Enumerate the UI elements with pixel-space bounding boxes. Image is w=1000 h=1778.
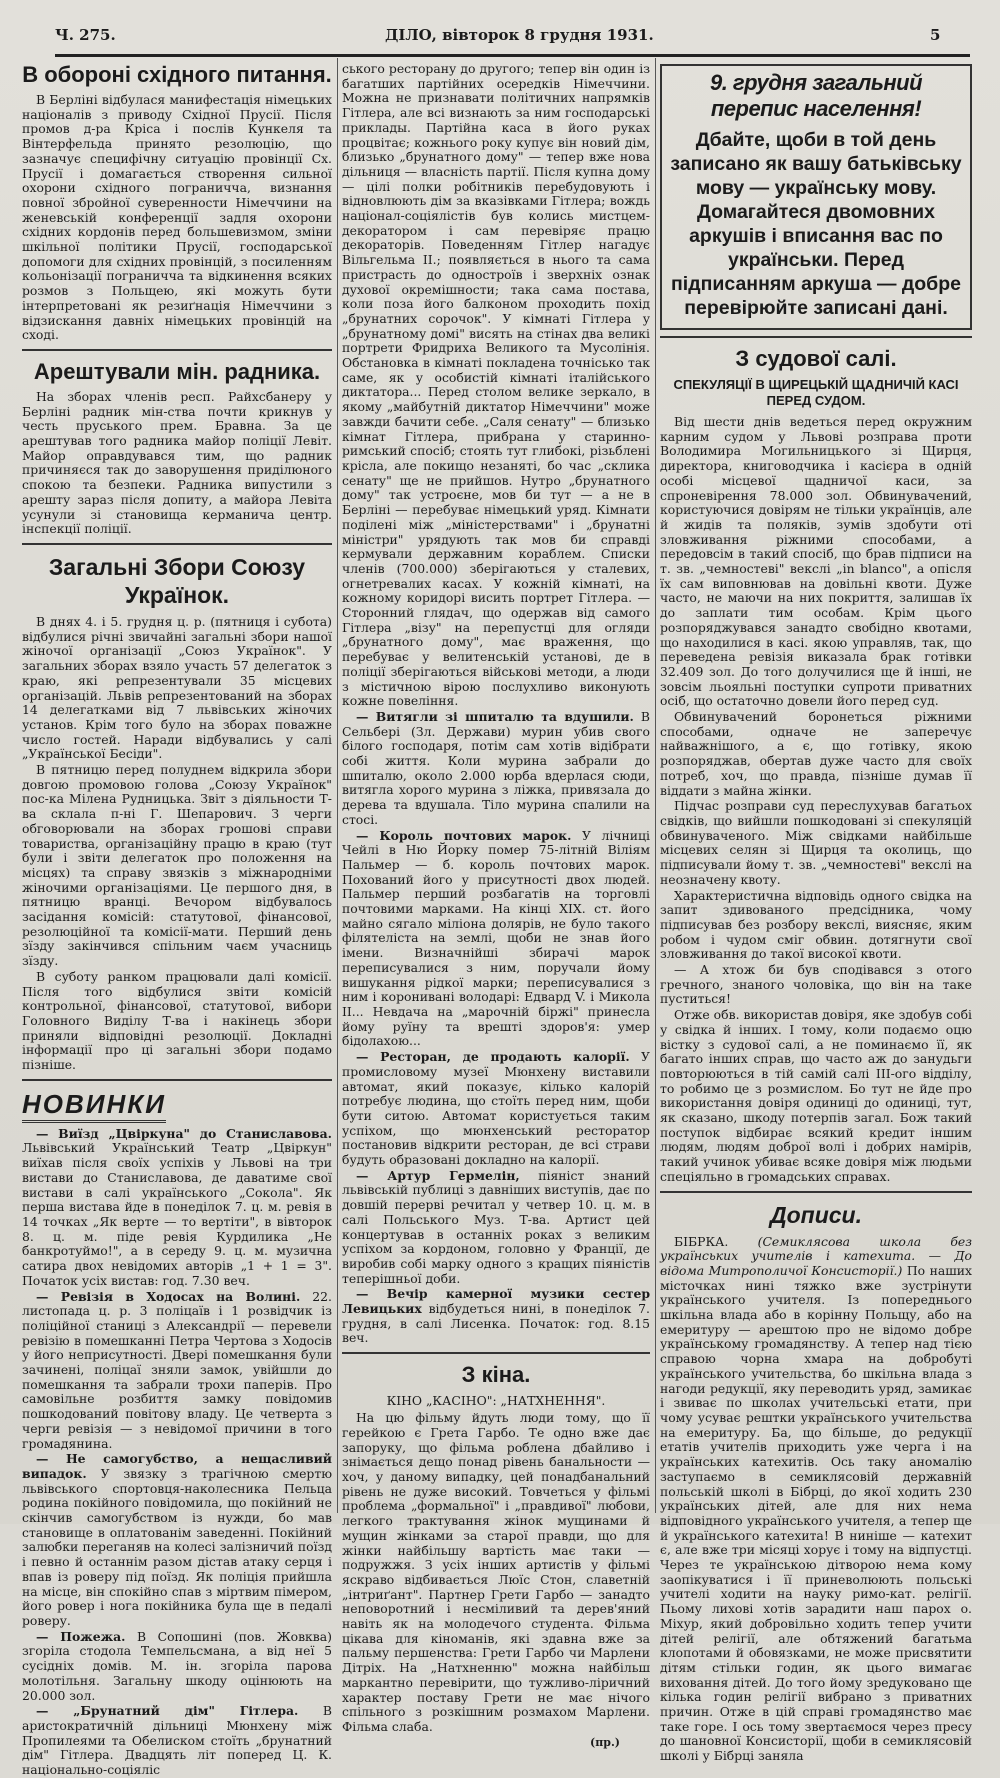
census-banner [660, 64, 972, 330]
census-banner-title: 9. грудня загальний перепис населення! [709, 70, 923, 121]
court-subtitle: СПЕКУЛЯЦІЇ В ЩИРЕЦЬКІЙ ЩАДНИЧІЙ КАСІ ПЕРЕД СУДОМ. [673, 377, 959, 408]
cinema-section [342, 1352, 650, 1748]
article-paragraph: В пятницю перед полуднем відкрила збори довгою промовою голова „Союзу Українок" пос-ка Мілена Рудницька. Звіт з діяльности Т-ва склала п-ні Г. Шепарович. З черги обговорювали на зборах грошові справи товариства, організаційну працю в краю (тут були і звіти делегаток про положення на місцях) та справу звязків з міжнародніми жіночими організаціями. Це першого дня, в пятницю вранці. Вечором відбувалось засідання комісій: статутової, фінансової, резолюційної та комісії-мати. Перший день зїзду закінчився спільним чаєм учасниць зїзду. [22, 762, 332, 969]
column-divider [337, 58, 338, 1513]
article-title-arrest: Арештували мін. радника. [33, 358, 321, 384]
article-paragraph: — А хтож би був сподівався з отого гречного, знаного чоловіка, що він на таке пуститься! [660, 962, 972, 1007]
news-item [22, 1290, 332, 1452]
news-item [342, 710, 650, 828]
court-section [660, 336, 972, 1185]
article-paragraph: ського ресторану до другого; тепер він один із багатших партійних осередків Німеччини. Можна не признавати політичних напрямків Гітлера, але всі визнають за ним господарські приклады. Партійна каса в його руках процвітає; кожнього року купує він новий дім, близько „брунатного дому" — тепер вже нова дільниця — власність партії. Після купна дому — цілі полки робітників перебудовують і відновлюють дім за вказівками Гітлера; вождь націонал-соціялістів був колись мистцем-декоратором і сам перевіряє працю декораторів. Поведенням Гітлер нагадує Вільгельма II.; появляється в нього та сама пристрасть до одностроїв і зверхніх ознак духової окремішности; така сама постава, коли поза його балконом проходить похід „брунатних сорочок". У кімнаті Гітлера у „брунатному домі" висять на стінах два великі портрети Фридриха Великого та Мусолінія. Обстановка в кімнаті покладена точнісько так саме, як у особистій кімнаті італійського диктатора... Перед столом велике зеркало, в якому „майбутній диктатор Німеччини" може завжди бачити себе. „Саля сенату" — близько кімнат Гітлера, прибрана у старинно-римський спосіб; стоять тут глибокі, різьблені крісла, але покищо незанятi, бо час „склика сенату" ще не прийшов. Нутро „брунатного дому" так устроєне, мов би тут — а не в Берліні — перебуває німецький уряд. Кімнати поділені між „міністерствами" і „брунатні міністри" урядують так мов би справді кермували державним кораблем. Списки членів (700.000) зберігаються у сталевих, огнетревалих касах. У кожній кімнаті, на кожному коридорі висить портрет Гітлера. — Сторонний глядач, що одержав від самого Гітлера „візу" на перепустці для огляди „брунатного дому", має враження, що перебуває у велитенській установі, де в поліції зберігаються військові методи, а люди з містичною вірою послухливо виконують кожне повеління. [342, 61, 650, 709]
cinema-subtitle: КІНО „КАСІНО": „НАТХНЕННЯ". [386, 1393, 606, 1409]
article-section [22, 349, 332, 537]
news-text: 22. листопада ц. р. 3 поліцаїв і 1 розвідчик із поліційної станиці з Александрії — перевели ревізію в помешканні Петра Чертова з Ходосів у його неприсутності. Двері помешкання були зачинені, поліцаї зняли замок, увійшли до помешкання та забрали трохи паперів. Про самовільне розбиття замку повідомив пошкодований повітову владу. Це четверта з черги ревізія — з невідомої причини в того громадянина. [22, 1288, 332, 1451]
paper-date: ДІЛО, вівторок 8 грудня 1931. [385, 26, 654, 44]
article-paragraph: Підчас розправи суд переслухував багатьох свідків, що вийшли пошкодованi зі спекуляцій обвинуваченого. Між свідками найбільше місцевих селян зі Щирця та околиць, що підписували йому т. зв. „чемностеві" векслі на неозначену квоту. [660, 798, 972, 887]
header-rule [55, 54, 970, 57]
news-item [342, 1287, 650, 1346]
news-lead: — Виїзд „Цвіркуна" до Станиславова. [36, 1125, 332, 1141]
article-paragraph: В днях 4. і 5. грудня ц. р. (пятниця і субота) відбулися річні звичайні загальні збори нашої жіночої організації „Союз Українок". У загальних зборах взяло участь 57 делегаток з краю, які репрезентували 35 місцевих організацій. Львів репрезентований на зборах 14 делегатками від 7 львівських жіночих установ. Крім того було на зборах поважне число гостей. Наради відбувались у салі „Української Бесіди". [22, 613, 332, 762]
cinema-title: З кіна. [461, 1362, 531, 1388]
author-signature: (пр.) [590, 1735, 620, 1749]
census-banner-text: Дбайте, щоби в той день записано як вашу батьківську мову — українську мову. Домагайтеся двомовних аркушів і вписання вас по українськи. Перед підписанням аркуша — добре перевірюйте записані дані. [670, 129, 962, 319]
news-lead: — Витягли зі шпиталю та вдушили. [356, 708, 634, 724]
article-paragraph: Від шести днів ведеться перед окружним карним судом у Львові розправа проти Володимира Могильницького зі Щирця, директора, книговодчика і касієра в одній особі місцевої щадничої каси, за спроневірення 78.000 зол. Обвинувачений, користуючися довірям не тільки українців, але й жидів та поляків, зумів здобути оті зловживання ріжними способами, а передовсім в такий спосіб, що брав підписи на т. зв. „чемностеві" векслі „in blanco", а опісля їх сам виповнював на довільні квоти. Дуже часто, не маючи на них покриття, залишав їх до заплати тим особам. Крім цього розпоряджувався занадто свобідно квотами, що находилися в касі. якою управляв, так, що переведена ревізія виказала брак готівки 32.409 зол. До того долучилися ще й інші, не зовсім льояльні поступки супроти приватних осіб, що остаточно довели його перед суд. [660, 414, 972, 709]
letter-place: БІБРКА. [674, 1233, 729, 1249]
article-title-union: Загальні Збори Союзу Українок. [48, 553, 306, 608]
news-lead: — Артур Гермелін, [356, 1167, 520, 1183]
article-paragraph: Отже обв. використав довіря, яке здобув собі у свідка й інших. І тому, коли подаємо оцю вістку з судової салі, а не поминаємо її, як багато інших справ, що часто аж до занудьги повторюються в тій самій салі ІІІ-ого відділу, то робимо це з розмислом. Бо тут не йде про використання довіря одиниці до одиниці, тут, як сказано, шкоду потерпів загал. Бож такий поступок відбирає всякий кредит іншим людям, людям доброї волі і добрих намірів, такий учинок убиває всяке довіря між людьми спеціяльно в громадських справах. [660, 1007, 972, 1184]
column-3 [660, 62, 972, 1764]
article-paragraph: Обвинувачений боронеться ріжними способами, одначе не заперечує найважнішого, а є, що готівку, якою розпоряджав, обертав дуже часто для своїх потреб, хоч, що правда, пізніше думав її віддати з майна жінки. [660, 709, 972, 798]
court-title: З судової салі. [735, 346, 897, 371]
news-item [22, 1127, 332, 1289]
article-title-east-question: В обороні східного питання. [22, 62, 332, 87]
news-item [22, 1630, 332, 1704]
article-paragraph [660, 1235, 972, 1764]
news-lead: — „Брунатний дім" Гітлера. [36, 1703, 299, 1719]
article-paragraph: В суботу ранком працювали далі комісії. Після того відбулися звіти комісій контрольної, фінансової, статутової, вибори Головного Виділу Т-ва і накінець збори приняли відповідні резолюції. Докладні інформації про ці загальні збори подамо пізніше. [22, 968, 332, 1073]
article-paragraph: В Берліні відбулася манифестація німецьких націоналів з приводу Східної Прусії. Після промов д-ра Кріса і послів Кункеля та Вінтерфельда принято резолюцію, що зазначує специфічну ситуацію провінції Сх. Прусії і домагається створення сильної охорони східного пограничча, визнання повної збройної суверенности Німеччини на женевській конференції задля охорони східних кордонів перед большевизмом, зміни шкільної політики Прусії, господарської допомоги для східних провінцій, з посиленням кольонізації пограничча та відкинення всяких розмов з Польщею, які можуть бути інтерпретовані як резиґнація Німеччини з відзискання давніх німецьких провінцій на сході. [22, 92, 332, 343]
news-text: У звязку з трагічною смертю львівського спортовця-наколесника Пельца родина покійного повідомила, що покійний не скінчив самогубством із нужди, бо мав становище в оплатованім заведенні. Покійний залюбки переганяв на колесі залізничий поїзд і певно й останнім разом дістав атаку серця і впав із роверу під поїзд. Як поліція прийшла на місце, він спокійно спав з міртвим пімером, його ровер і нога покійника була ще в педалі роверу. [22, 1465, 332, 1628]
news-lead: — Пожежа. [36, 1628, 126, 1644]
column-2 [342, 61, 650, 1749]
news-text: Львівський Український Театр „Цвіркун" виїхав після своїх успіхів у Львові на три вистави до Станиславова, де даватиме свої вистави в салі українського „Сокола". Як перша вистава йде в понеділок 7. ц. м. ревія в 14 точках „Як верте — то вертіти", в вівторок 8. ц. м. піде ревія Курдилика „Не банкротуймо!", а в середу 9. ц. м. музична сатира двох невідомих авторів „1 + 1 = 3". Початок усіх вистав: год. 7.30 веч. [22, 1140, 332, 1288]
news-item [342, 1169, 650, 1287]
letter-text: По наших місточках нині тяжко вже зустрінути українського учителя. Із попереднього шкільна влада або в корінну Польщу, або на емеритуру — арештою про не відомо добре українському громадянству. А тепер над тією справою чорна хмара на добробуті українського учительства, бо шкільна влада з нагоди редукції, яку переводить уряд, замикає і звиває по школах учительські етати, при чому усуває рештки українського учительства на емеритуру. Ба, що більше, до редукції етатів учителів приходить уже черга і на українських катехитів. Ось таку аномалію заступаємо в семиклясовій державній польській школі в Бібрці, до якої ходить 230 українських дітей, але для них нема відповідного українського учителя, а тепер ще й українського катехита! В ниніше — катехит є, але вже три місяці хорує і тому на відпустці. Через те українською дітворою нема кому заопікуватися і її приневолюють польські учителі ходити на науку римо-кат. релігії. Пьому лихові хотів зарадити наш парох о. Міхур, який добровільно ходить тепер учити дітей релігії, але обтяжений багатьма клопотами й обовязками, не може присвятити дітям стільки годин, як цього вимагає виховання дітей. До того йому зредуковано ще кілька годин релігії вибрано з приватних причин. Отже в цій справі громадянство має таке горе. І ось тому звертаємося через пресу до шановної Консисторії, щоби в семиклясовій школі у Бібрці заняла [660, 1262, 972, 1764]
news-lead: — Король почтових марок. [356, 827, 572, 843]
column-1 [22, 62, 332, 1778]
news-text: У лічниці Чейлі в Ню Йорку помер 75-літній Віліям Пальмер — б. король почтових марок. Похований його у присутності двох людей. Пальмер перший розбагатів на торговлі почтовими марками. На кінці XIX. ст. його майно сягало міліона долярів, не було такого філятеліста на землі, щоби не знав його імени. Визначнійші збирачі марок переписувалися з ним, поручали йому вишукання рідкої марки; переписувалися з ним і коронивані володарі: Едвард V. і Микола II... Невдача на „марочній біржі" принесла йому руїну та врешті здоров'я: умер бідолахою... [342, 827, 650, 1049]
news-item [22, 1704, 332, 1778]
article-paragraph: На цю фільму йдуть люди тому, що її герейкою є Грета Гарбо. Те одно вже дає запоруку, що фільма роблена дбайливо і знімається дещо понад рівень банальности — хоч, у даному випадку, цей понадбанальний рівень не дуже високий. Товчеться у фільмі проблема „формальної" і „правдивої" любови, легкого трактування жінок мущинами й мущин жінками за старої правди, що для жінки найбільшу вартість має таки — подружжя. З усіх інших артистів у фільмі яскраво відбивається Люїс Стон, славетній „інтриґант". Партнер Грети Гарбо — занадто неповоротний і несміливий та дерев'яний навіть як на молодечого студента. Фільма цікава для кіноманів, які здавна вже за пальму першенства: Грети Гарбо чи Марлени Дітріх. На „Натхненню" можна найбільш маркантно перевірити, що тужливо-ліричний характер поставу Грети не має нічого спільного з розкішним розмахом Марлени. Фільма слаба. [342, 1410, 650, 1734]
news-text: В Сопошині (пов. Жовква) згоріла стодола Темпельсмана, а від неї 5 сусідніх домів. М. ін. згоріла парова молотільня. Загальну шкоду оцінюють на 20.000 зол. [22, 1628, 332, 1703]
letters-section [660, 1191, 972, 1764]
news-text: У промисловому музеї Мюнхену виставили автомат, який показує, кілько калорій потребує людина, що стоїть перед ним, щоби бути ситою. Автомат користується таким успіхом, що мюнхенський ресторатор постановив відкрити ресторан, де всі страви будуть образовані докладно на калорії. [342, 1049, 650, 1168]
news-text: відбудеться нині, в понеділок 7. грудня, в салі Лисенка. Початок: год. 8.15 веч. [342, 1301, 650, 1346]
article-paragraph: На зборах членів респ. Райхсбанеру у Берліні радник мін-ства почти крикнув у честь пруського прем. Бравна. За це арештував того радника майор поліції Левіт. Майор оправдувався тим, що радник причиняєся так до заворушення приділюного спокою та безпеки. Радника випустили з арешту зараз після допиту, а майора Левіта усунули зі становища керманича центр. інспекції поліції. [22, 388, 332, 537]
letters-title: Дописи. [770, 1201, 862, 1228]
article-section [22, 543, 332, 1073]
issue-number: Ч. 275. [55, 26, 116, 44]
news-lead: — Ресторан, де продають калорії. [356, 1049, 630, 1065]
column-divider [655, 58, 656, 1513]
news-section [22, 1079, 332, 1778]
page-header [55, 26, 945, 48]
news-text: В Сельбері (Зл. Держави) мурин убив свого білого господаря, потім сам хотів відібрати собі життя. Коли мурина забрали до шпиталю, около 2.000 юрбa вдерлася сюди, витягла хорого мурина з ліжка, привязала до дерева та вдушала. Тіло мурина спалили на стосі. [342, 708, 650, 827]
article-paragraph: Характеристична відповідь одного свідка на запит здивованого предсідника, чому підписував без розбору векслі, виясняє, яким робом і чудом сміг обвин. дотягнути свої зловживання до такої високої квоти. [660, 887, 972, 962]
news-heading: НОВИНКИ [22, 1089, 166, 1123]
news-lead: — Ревізія в Ходосах на Волині. [36, 1288, 301, 1304]
page-number: 5 [930, 26, 941, 44]
news-item [342, 829, 650, 1050]
news-lead: — Не самогубство, а нещасливий випадок. [22, 1451, 332, 1481]
news-item [22, 1452, 332, 1628]
letter-subtitle: (Семиклясова школа без українських учителів і катехита. — До відома Митрополичої Консисторії.) [660, 1233, 972, 1278]
news-lead: — Вечір камерної музики сестер Левицьких [342, 1286, 650, 1317]
news-item [342, 1050, 650, 1168]
news-text: В аристократичній дільниці Мюнхену між Пропилеями та Обелиском стоїть „брунатний дім" Гітлера. Двадцять літ поперед Ц. К. національно-соціяліс [22, 1703, 332, 1778]
news-text: піяніст знаний львівській публиці з давніших виступів, дає по довшій перерві речитал у четвер 10. ц. м. в салі Польського Муз. Т-ва. Артист цей концертував в останніх роках з великим успіхом за кордоном, головно у Франції, де виробив собі марку одного з кращих піяністів теперішньої доби. [342, 1167, 650, 1286]
